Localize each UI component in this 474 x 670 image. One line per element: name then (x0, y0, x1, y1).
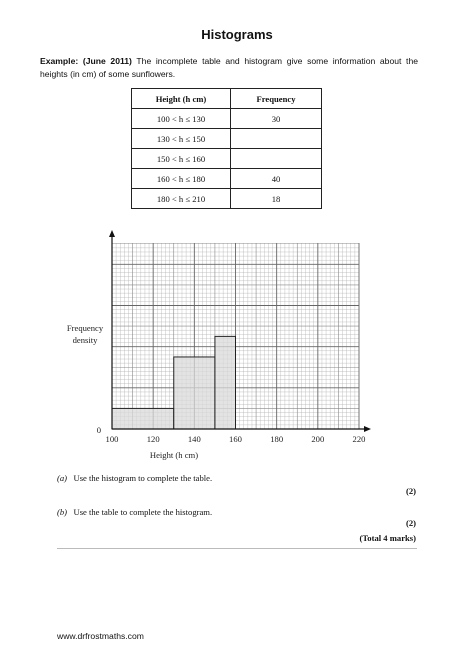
footer-url: www.drfrostmaths.com (57, 631, 144, 641)
height-cell: 160 < h ≤ 180 (132, 169, 231, 189)
x-tick-label: 200 (311, 434, 325, 444)
histogram-bar (215, 336, 236, 429)
frequency-cell: 30 (231, 109, 322, 129)
height-cell: 150 < h ≤ 160 (132, 149, 231, 169)
x-tick-label: 100 (105, 434, 119, 444)
x-tick-labels (106, 434, 366, 444)
x-tick-label: 180 (270, 434, 284, 444)
height-column-header: Height (h cm) (132, 89, 231, 109)
x-tick-label: 160 (229, 434, 242, 444)
question-b (57, 507, 212, 517)
question-a-text: Use the histogram to complete the table. (73, 473, 213, 483)
total-marks: (Total 4 marks) (359, 533, 416, 543)
frequency-column-header: Frequency (231, 89, 322, 109)
height-cell: 180 < h ≤ 210 (132, 189, 231, 209)
divider (57, 548, 417, 549)
question-a (57, 473, 212, 483)
histogram-bar (112, 408, 174, 429)
x-tick-label: 140 (187, 434, 201, 444)
y-axis-label-line1: Frequency (66, 323, 104, 333)
frequency-cell: 18 (231, 189, 322, 209)
histogram-bar (174, 357, 215, 429)
y-axis-label-line2: density (72, 335, 98, 345)
x-tick-label: 220 (352, 434, 366, 444)
question-b-marks: (2) (405, 518, 416, 528)
x-axis-label: Height (h cm) (149, 450, 199, 460)
question-a-label: (a) (57, 473, 68, 483)
y-axis-arrow (109, 230, 115, 237)
height-cell: 100 < h ≤ 130 (132, 109, 231, 129)
page-title: Histograms (201, 27, 273, 42)
exam-reference: (June 2011) (82, 56, 132, 66)
frequency-cell: 40 (231, 169, 322, 189)
x-axis-arrow (364, 426, 371, 432)
question-a-marks: (2) (405, 486, 416, 496)
intro-text: The incomplete table and histogram give some information about the heights (in cm) of some sunflowers. (40, 56, 418, 79)
example-label: Example: (40, 56, 79, 66)
y-tick-label: 0 (96, 425, 101, 435)
x-tick-label: 120 (146, 434, 160, 444)
question-b-label: (b) (57, 507, 68, 517)
height-cell: 130 < h ≤ 150 (132, 129, 231, 149)
question-b-text: Use the table to complete the histogram. (73, 507, 213, 517)
